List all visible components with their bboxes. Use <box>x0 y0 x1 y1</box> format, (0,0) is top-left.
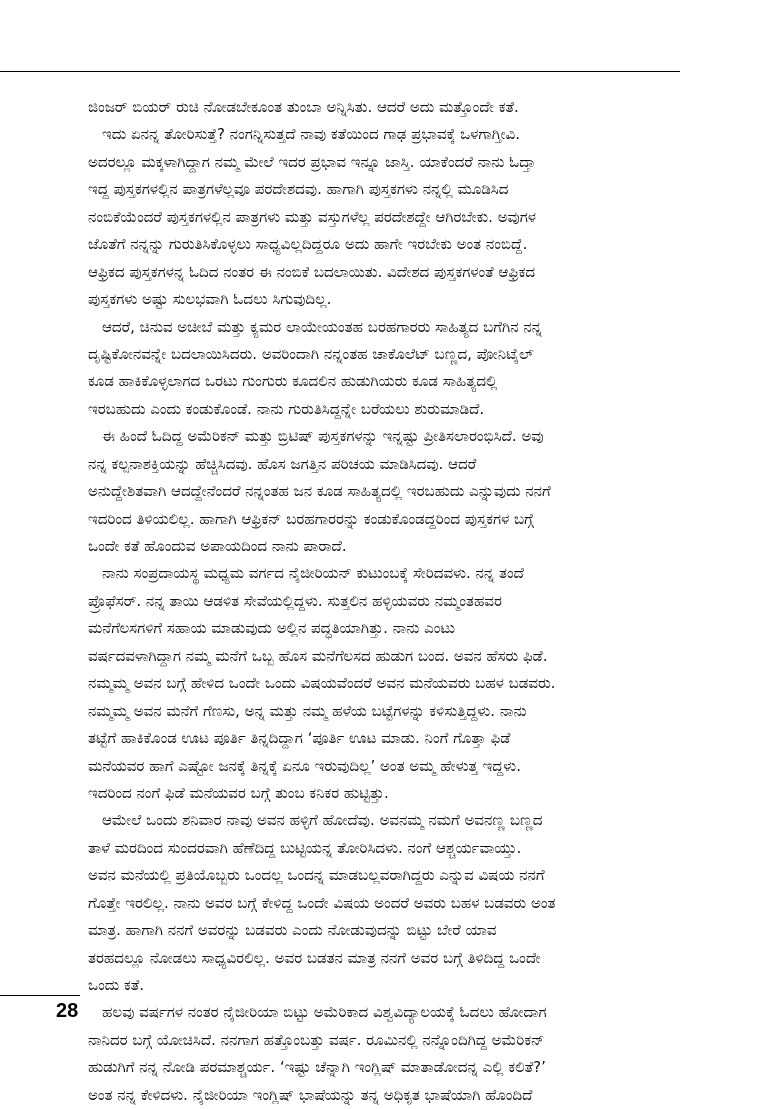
text-line: ತಟ್ಟೆಗೆ ಹಾಕಿಕೊಂಡ ಊಟ ಪೂರ್ತಿ ತಿನ್ನದಿದ್ದಾಗ ‘ಪೂರ್ತಿ ಊಟ ಮಾಡು. ನಿಂಗೆ ಗೊತ್ತಾ ಫಿಡೆ <box>88 729 511 748</box>
text-line: ಪ್ರೊಫೆಸರ್. ನನ್ನ ತಾಯಿ ಆಡಳಿತ ಸೇವೆಯಲ್ಲಿದ್ದಳು. ಸುತ್ತಲಿನ ಹಳ್ಳಿಯವರು ನಮ್ಮಂತಹವರ <box>88 591 502 610</box>
text-line: ವರ್ಷದವಳಾಗಿದ್ದಾಗ ನಮ್ಮ ಮನೆಗೆ ಒಬ್ಬ ಹೊಸ ಮನೆಗೆಲಸದ ಹುಡುಗ ಬಂದ. ಅವನ ಹೆಸರು ಫಿಡೆ. <box>88 646 548 665</box>
text-line: ಮಾತ್ರ. ಹಾಗಾಗಿ ನನಗೆ ಅವರನ್ನು ಬಡವರು ಎಂದು ನೋಡುವುದನ್ನು ಬಿಟ್ಟು ಬೇರೆ ಯಾವ <box>88 921 497 940</box>
text-line: ಗೊತ್ತೇ ಇರಲಿಲ್ಲ. ನಾನು ಅವರ ಬಗ್ಗೆ ಕೇಳಿದ್ದ ಒಂದೇ ವಿಷಯ ಅಂದರೆ ಅವರು ಬಹಳ ಬಡವರು ಅಂತ <box>88 893 556 912</box>
text-line: ಒಂದೇ ಕತೆ ಹೊಂದುವ ಅಪಾಯದಿಂದ ನಾನು ಪಾರಾದೆ. <box>88 537 347 555</box>
text-line: ನನ್ನ ಕಲ್ಪನಾಶಕ್ತಿಯನ್ನು ಹೆಚ್ಚಿಸಿದವು. ಹೊಸ ಜಗತ್ತಿನ ಪರಿಚಯ ಮಾಡಿಸಿದವು. ಆದರೆ <box>88 454 477 473</box>
paragraph-start-line: ಈ ಹಿಂದೆ ಓದಿದ್ದ ಅಮೆರಿಕನ್ ಮತ್ತು ಬ್ರಿಟಿಷ್ ಪುಸ್ತಕಗಳನ್ನು ಇನ್ನಷ್ಟು ಪ್ರೀತಿಸಲಾರಂಭಿಸಿದೆ. ಅವು <box>102 427 544 446</box>
text-line: ಇದ್ದ ಪುಸ್ತಕಗಳಲ್ಲಿನ ಪಾತ್ರಗಳೆಲ್ಲವೂ ಪರದೇಶದವು. ಹಾಗಾಗಿ ಪುಸ್ತಕಗಳು ನನ್ನಲ್ಲಿ ಮೂಡಿಸಿದ <box>88 180 509 199</box>
paragraph-start-line: ಇದು ಏನನ್ನ ತೋರಿಸುತ್ತೆ? ನಂಗನ್ನಿಸುತ್ತದೆ ನಾವು ಕತೆಯಿಂದ ಗಾಢ ಪ್ರಭಾವಕ್ಕೆ ಒಳಗಾಗ್ತೀವಿ. <box>102 125 521 144</box>
text-line: ಆಫ್ರಿಕದ ಪುಸ್ತಕಗಳನ್ನ ಓದಿದ ನಂತರ ಈ ನಂಬಿಕೆ ಬದಲಾಯಿತು. ವಿದೇಶದ ಪುಸ್ತಕಗಳಂತೆ ಆಫ್ರಿಕದ <box>88 262 536 281</box>
header-rule <box>0 71 680 72</box>
text-line: ಅದರಲ್ಲೂ ಮಕ್ಕಳಾಗಿದ್ದಾಗ ನಮ್ಮ ಮೇಲೆ ಇದರ ಪ್ರಭಾವ ಇನ್ನೂ ಜಾಸ್ತಿ. ಯಾಕೆಂದರೆ ನಾನು ಓದ್ತಾ <box>88 152 536 171</box>
text-line: ಮನೆಯವರ ಹಾಗೆ ಎಷ್ಟೋ ಜನಕ್ಕೆ ತಿನ್ನಕ್ಕೆ ಏನೂ ಇರುವುದಿಲ್ಲ’ ಅಂತ ಅಮ್ಮ ಹೇಳುತ್ತ ಇದ್ದಳು. <box>88 756 521 775</box>
text-line: ಒಂದು ಕತೆ. <box>88 976 145 994</box>
text-line: ನಮ್ಮಮ್ಮ ಅವನ ಬಗ್ಗೆ ಹೇಳಿದ ಒಂದೇ ಒಂದು ವಿಷಯವೆಂದರೆ ಅವನ ಮನೆಯವರು ಬಹಳ ಬಡವರು. <box>88 674 556 693</box>
footer-rule <box>0 995 80 996</box>
text-line: ಜೊತೆಗೆ ನನ್ನನ್ನು ಗುರುತಿಸಿಕೊಳ್ಳಲು ಸಾಧ್ಯವಿಲ್ಲದಿದ್ದರೂ ಅದು ಹಾಗೇ ಇರಬೇಕು ಅಂತ ನಂಬಿದ್ದೆ. <box>88 235 528 254</box>
text-line: ನಂಬಿಕೆಯೆಂದರೆ ಪುಸ್ತಕಗಳಲ್ಲಿನ ಪಾತ್ರಗಳು ಮತ್ತು ವಸ್ತುಗಳೆಲ್ಲ ಪರದೇಶದ್ದೇ ಆಗಿರಬೇಕು. ಅವುಗಳ <box>88 207 536 226</box>
text-line: ಹುಡುಗಿಗೆ ನನ್ನ ನೋಡಿ ಪರಮಾಶ್ಚರ್ಯ. ‘ಇಷ್ಟು ಚೆನ್ನಾಗಿ ಇಂಗ್ಲಿಷ್ ಮಾತಾಡೋದನ್ನ ಎಲ್ಲಿ ಕಲಿತೆ?’ <box>88 1058 546 1077</box>
paragraph-start-line: ಆದರೆ, ಚಿನುವ ಅಚೀಬೆ ಮತ್ತು ಕ್ಯಮರ ಲಾಯೇಯಂತಹ ಬರಹಗಾರರು ಸಾಹಿತ್ಯದ ಬಗೆಗಿನ ನನ್ನ <box>102 317 543 336</box>
text-line: ಜಿಂಜರ್ ಬಿಯರ್ ರುಚಿ ನೋಡಬೇಕೂಂತ ತುಂಬಾ ಅನ್ನಿಸಿತು. ಆದರೆ ಅದು ಮತ್ತೊಂದೇ ಕತೆ. <box>88 98 519 116</box>
text-line: ಅನುದ್ದೇಶಿತವಾಗಿ ಆದದ್ದೇನೆಂದರೆ ನನ್ನಂತಹ ಜನ ಕೂಡ ಸಾಹಿತ್ಯದಲ್ಲಿ ಇರಬಹುದು ಎನ್ನುವುದು ನನಗೆ <box>88 482 551 501</box>
text-line: ಇರಬಹುದು ಎಂದು ಕಂಡುಕೊಂಡೆ. ನಾನು ಗುರುತಿಸಿದ್ದನ್ನೇ ಬರೆಯಲು ಶುರುಮಾಡಿದೆ. <box>88 399 485 418</box>
text-line: ತಾಳೆ ಮರದಿಂದ ಸುಂದರವಾಗಿ ಹೆಣೆದಿದ್ದ ಬುಟ್ಟಿಯನ್ನ ತೋರಿಸಿದಳು. ನಂಗೆ ಆಶ್ಚರ್ಯವಾಯ್ತು. <box>88 838 522 857</box>
text-line: ದೃಷ್ಟಿಕೋನವನ್ನೇ ಬದಲಾಯಿಸಿದರು. ಅವರಿಂದಾಗಿ ನನ್ನಂತಹ ಚಾಕೊಲೆಟ್ ಬಣ್ಣದ, ಪೋನಿಟೈಲ್ <box>88 344 534 363</box>
text-line: ಪುಸ್ತಕಗಳು ಅಷ್ಟು ಸುಲಭವಾಗಿ ಓದಲು ಸಿಗುವುದಿಲ್ಲ. <box>88 290 332 309</box>
text-line: ಅಂತ ನನ್ನ ಕೇಳಿದಳು. ನೈಜೀರಿಯಾ ಇಂಗ್ಲಿಷ್ ಭಾಷೆಯನ್ನು ತನ್ನ ಅಧಿಕೃತ ಭಾಷೆಯಾಗಿ ಹೊಂದಿದೆ <box>88 1085 533 1104</box>
paragraph-start-line: ಹಲವು ವರ್ಷಗಳ ನಂತರ ನೈಜೀರಿಯಾ ಬಿಟ್ಟು ಅಮೆರಿಕಾದ ವಿಶ್ವವಿದ್ಯಾಲಯಕ್ಕೆ ಓದಲು ಹೋದಾಗ <box>102 1003 547 1022</box>
text-line: ತರಹದಲ್ಲೂ ನೋಡಲು ಸಾಧ್ಯವಿರಲಿಲ್ಲ. ಅವರ ಬಡತನ ಮಾತ್ರ ನನಗೆ ಅವರ ಬಗ್ಗೆ ತಿಳಿದಿದ್ದ ಒಂದೇ <box>88 948 541 967</box>
text-line: ಇದರಿಂದ ನಂಗೆ ಫಿಡೆ ಮನೆಯವರ ಬಗ್ಗೆ ತುಂಬ ಕನಿಕರ ಹುಟ್ಟಿತ್ತು. <box>88 783 389 802</box>
text-line: ನಮ್ಮಮ್ಮ ಅವನ ಮನೆಗೆ ಗೆಣಸು, ಅನ್ನ ಮತ್ತು ನಮ್ಮ ಹಳೆಯ ಬಟ್ಟೆಗಳನ್ನು ಕಳಿಸುತ್ತಿದ್ದಳು. ನಾನು <box>88 701 527 720</box>
paragraph-start-line: ಆಮೇಲೆ ಒಂದು ಶನಿವಾರ ನಾವು ಅವನ ಹಳ್ಳಿಗೆ ಹೋದೆವು. ಅವನಮ್ಮ ನಮಗೆ ಅವನಣ್ಣ ಬಣ್ಣದ <box>102 811 543 830</box>
text-line: ಮನೆಗೆಲಸಗಳಿಗೆ ಸಹಾಯ ಮಾಡುವುದು ಅಲ್ಲಿನ ಪದ್ಧತಿಯಾಗಿತ್ತು. ನಾನು ಎಂಟು <box>88 619 455 638</box>
body-text <box>88 94 678 1109</box>
paragraph-start-line: ನಾನು ಸಂಪ್ರದಾಯಸ್ಥ ಮಧ್ಯಮ ವರ್ಗದ ನೈಜೀರಿಯನ್ ಕುಟುಂಬಕ್ಕೆ ಸೇರಿದವಳು. ನನ್ನ ತಂದೆ <box>102 564 524 583</box>
page-number: 28 <box>56 1000 79 1022</box>
text-line: ನಾನಿದರ ಬಗ್ಗೆ ಯೋಚಿಸಿದೆ. ನನಗಾಗ ಹತ್ತೊಂಬತ್ತು ವರ್ಷ. ರೂಮಿನಲ್ಲಿ ನನ್ನೊಂದಿಗಿದ್ದ ಅಮೆರಿಕನ್ <box>88 1030 545 1049</box>
text-line: ಅವನ ಮನೆಯಲ್ಲಿ ಪ್ರತಿಯೊಬ್ಬರು ಒಂದಲ್ಲ ಒಂದನ್ನ ಮಾಡಬಲ್ಲವರಾಗಿದ್ದರು ಎನ್ನುವ ವಿಷಯ ನನಗೆ <box>88 866 545 885</box>
text-line: ಇದರಿಂದ ತಿಳಿಯಲಿಲ್ಲ. ಹಾಗಾಗಿ ಆಫ್ರಿಕನ್ ಬರಹಗಾರರನ್ನು ಕಂಡುಕೊಂಡದ್ದರಿಂದ ಪುಸ್ತಕಗಳ ಬಗ್ಗೆ <box>88 509 534 528</box>
text-line: ಕೂಡ ಹಾಕಿಕೊಳ್ಳಲಾಗದ ಒರಟು ಗುಂಗುರು ಕೂದಲಿನ ಹುಡುಗಿಯರು ಕೂಡ ಸಾಹಿತ್ಯದಲ್ಲಿ <box>88 372 498 391</box>
